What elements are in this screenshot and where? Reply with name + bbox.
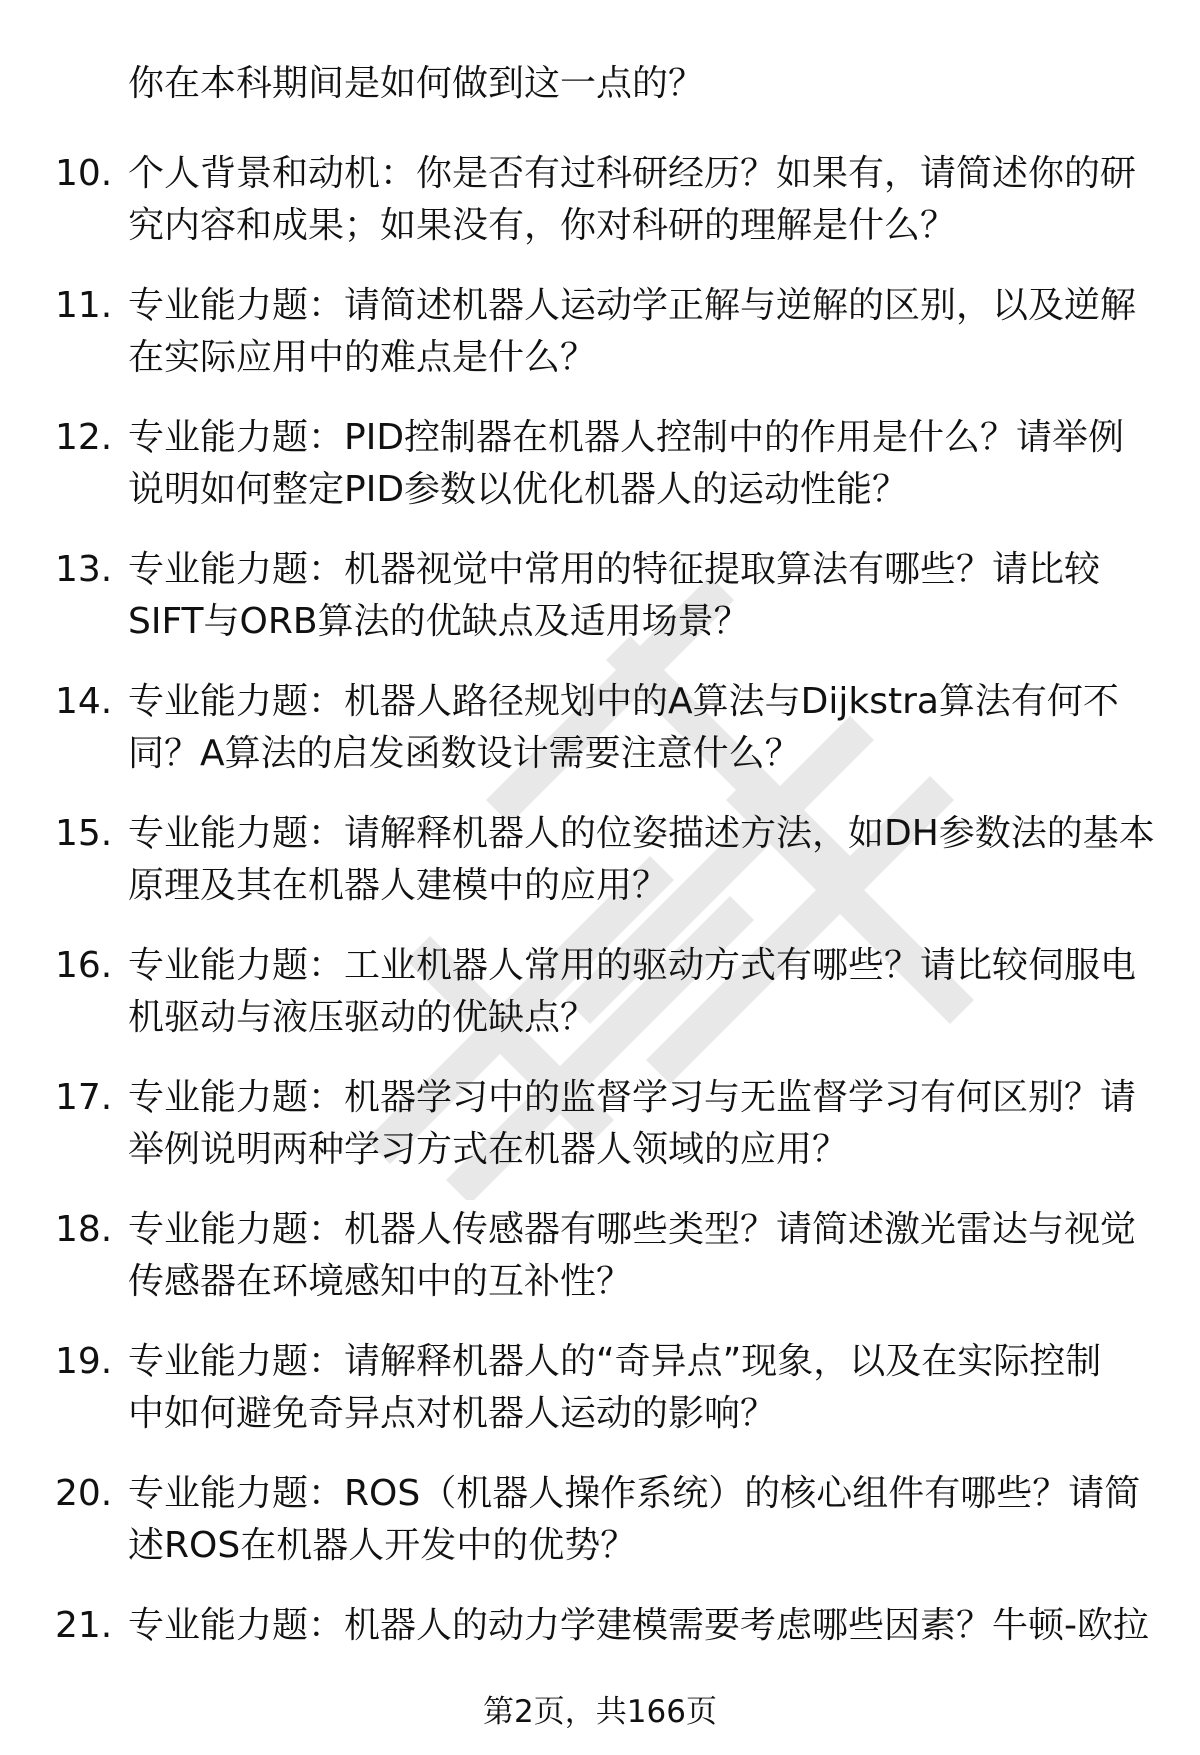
- question-item: [0, 1336, 1200, 1468]
- page-footer: 第2页，共166页: [483, 1694, 717, 1730]
- question-item: [0, 412, 1200, 544]
- question-number: 20.: [55, 1473, 113, 1514]
- question-number: 12.: [55, 417, 113, 458]
- question-line: 专业能力题：机器学习中的监督学习与无监督学习有何区别？请: [128, 1077, 1137, 1118]
- question-text: [128, 412, 1168, 516]
- question-line: 个人背景和动机：你是否有过科研经历？如果有，请简述你的研: [128, 153, 1137, 194]
- question-number: 16.: [55, 945, 113, 986]
- question-text: [128, 808, 1168, 912]
- question-line: 专业能力题：请简述机器人运动学正解与逆解的区别，以及逆解: [128, 285, 1137, 326]
- question-text: [128, 148, 1168, 252]
- question-line: 专业能力题：工业机器人常用的驱动方式有哪些？请比较伺服电: [128, 945, 1137, 986]
- question-item: [0, 280, 1200, 412]
- question-item: [0, 1204, 1200, 1336]
- question-line: 专业能力题：PID控制器在机器人控制中的作用是什么？请举例: [128, 417, 1125, 458]
- question-text: [128, 940, 1168, 1044]
- continuation-line: 你在本科期间是如何做到这一点的？: [128, 63, 705, 104]
- question-line: 专业能力题：机器人路径规划中的A算法与Dijkstra算法有何不: [128, 681, 1119, 722]
- question-item: [0, 676, 1200, 808]
- question-number: 11.: [55, 285, 113, 326]
- question-item: [0, 1072, 1200, 1204]
- question-item: [0, 940, 1200, 1072]
- question-line: 专业能力题：请解释机器人的“奇异点”现象，以及在实际控制: [128, 1341, 1102, 1382]
- question-line: 专业能力题：ROS（机器人操作系统）的核心组件有哪些？请简: [128, 1473, 1141, 1514]
- question-line: 专业能力题：机器视觉中常用的特征提取算法有哪些？请比较: [128, 549, 1101, 590]
- question-number: 14.: [55, 681, 113, 722]
- question-line: 举例说明两种学习方式在机器人领域的应用？: [128, 1129, 849, 1170]
- question-number: 10.: [55, 153, 113, 194]
- question-text: [128, 280, 1168, 384]
- question-line: 原理及其在机器人建模中的应用？: [128, 865, 669, 906]
- question-list: [0, 148, 1200, 1732]
- question-line: SIFT与ORB算法的优缺点及适用场景？: [128, 601, 750, 642]
- question-text: [128, 544, 1168, 648]
- question-item: [0, 1468, 1200, 1600]
- question-number: 21.: [55, 1605, 113, 1646]
- question-item: [0, 808, 1200, 940]
- question-line: 专业能力题：机器人的动力学建模需要考虑哪些因素？牛顿-欧拉: [128, 1605, 1149, 1646]
- question-item: [0, 544, 1200, 676]
- question-line: 在实际应用中的难点是什么？: [128, 337, 597, 378]
- question-line: 机驱动与液压驱动的优缺点？: [128, 997, 597, 1038]
- question-number: 17.: [55, 1077, 113, 1118]
- question-number: 15.: [55, 813, 113, 854]
- question-text: [128, 1468, 1168, 1572]
- question-text: [128, 676, 1168, 780]
- question-line: 同？A算法的启发函数设计需要注意什么？: [128, 733, 801, 774]
- question-text: [128, 1336, 1168, 1440]
- question-line: 究内容和成果；如果没有，你对科研的理解是什么？: [128, 205, 957, 246]
- question-number: 19.: [55, 1341, 113, 1382]
- question-text: [128, 1204, 1168, 1308]
- question-line: 说明如何整定PID参数以优化机器人的运动性能？: [128, 469, 909, 510]
- question-line: 专业能力题：请解释机器人的位姿描述方法，如DH参数法的基本: [128, 813, 1155, 854]
- question-text: [128, 1072, 1168, 1176]
- question-item: [0, 148, 1200, 280]
- question-text: [128, 1600, 1168, 1652]
- question-number: 13.: [55, 549, 113, 590]
- question-line: 述ROS在机器人开发中的优势？: [128, 1525, 637, 1566]
- question-number: 18.: [55, 1209, 113, 1250]
- question-line: 传感器在环境感知中的互补性？: [128, 1261, 633, 1302]
- question-line: 专业能力题：机器人传感器有哪些类型？请简述激光雷达与视觉: [128, 1209, 1137, 1250]
- question-line: 中如何避免奇异点对机器人运动的影响？: [128, 1393, 777, 1434]
